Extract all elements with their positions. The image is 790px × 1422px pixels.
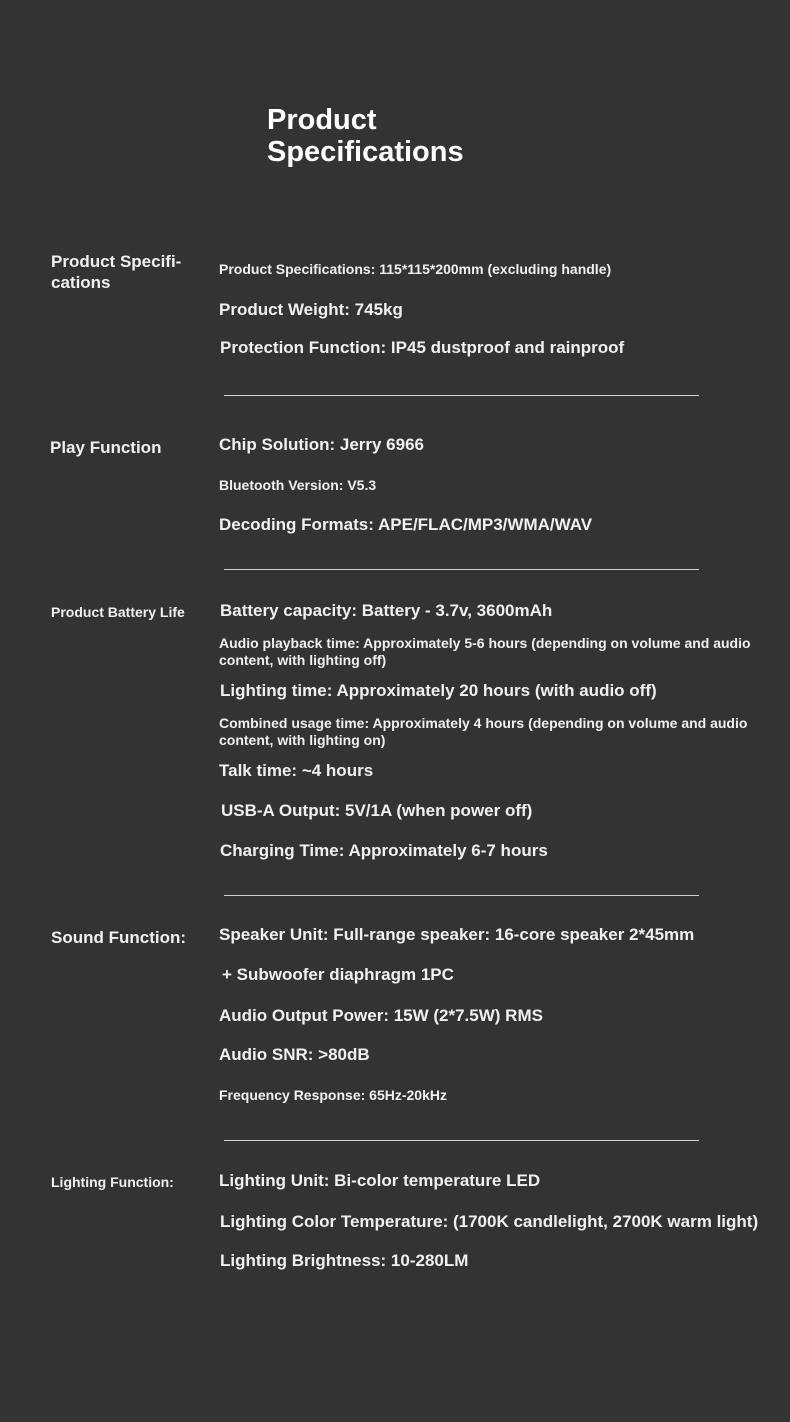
spec-battery-capacity: Battery capacity: Battery - 3.7v, 3600mAh (220, 601, 553, 620)
spec-lighting-color-temperature: Lighting Color Temperature: (1700K candlelight, 2700K warm light) (220, 1212, 759, 1231)
spec-talk-time: Talk time: ~4 hours (219, 761, 374, 780)
spec-decoding-formats: Decoding Formats: APE/FLAC/MP3/WMA/WAV (219, 515, 593, 534)
section-label-line-1: Product Specifi- (51, 252, 182, 271)
spec-audio-playback-time: Audio playback time: Approximately 5-6 hours (depending on volume and audio content, with lighting off) (219, 635, 751, 668)
spec-combined-usage-time: Combined usage time: Approximately 4 hours (depending on volume and audio content, with lighting on) (219, 715, 748, 748)
section-label-sound-function: Sound Function: (51, 928, 187, 947)
page-title-line-1: Product (267, 104, 377, 136)
page-title (267, 104, 464, 168)
section-label-play-function: Play Function (50, 438, 162, 457)
section-label-lighting-function: Lighting Function: (51, 1174, 174, 1190)
spec-lighting-brightness: Lighting Brightness: 10-280LM (220, 1251, 469, 1270)
spec-lighting-time: Lighting time: Approximately 20 hours (with audio off) (220, 681, 657, 700)
spec-chip-solution: Chip Solution: Jerry 6966 (219, 435, 424, 454)
spec-protection: Protection Function: IP45 dustproof and rainproof (220, 338, 625, 357)
section-divider (224, 569, 699, 570)
section-divider (224, 895, 699, 896)
spec-usb-output: USB-A Output: 5V/1A (when power off) (221, 801, 533, 820)
spec-audio-output-power: Audio Output Power: 15W (2*7.5W) RMS (219, 1006, 543, 1025)
section-label-battery-life: Product Battery Life (51, 604, 185, 620)
spec-charging-time: Charging Time: Approximately 6-7 hours (220, 841, 548, 860)
spec-bluetooth-version: Bluetooth Version: V5.3 (219, 477, 377, 493)
page-title-line-2: Specifications (267, 136, 464, 168)
spec-weight: Product Weight: 745kg (219, 300, 403, 319)
section-label-product-specifications (51, 251, 181, 294)
spec-frequency-response: Frequency Response: 65Hz-20kHz (219, 1087, 447, 1103)
spec-subwoofer: + Subwoofer diaphragm 1PC (222, 965, 454, 984)
section-divider (224, 1140, 699, 1141)
section-label-line-2: cations (51, 273, 111, 293)
spec-speaker-unit: Speaker Unit: Full-range speaker: 16-core speaker 2*45mm (219, 925, 695, 944)
spec-lighting-unit: Lighting Unit: Bi-color temperature LED (219, 1171, 541, 1190)
spec-audio-snr: Audio SNR: >80dB (219, 1045, 370, 1064)
spec-dimensions: Product Specifications: 115*115*200mm (excluding handle) (219, 261, 612, 277)
section-divider (224, 395, 699, 396)
